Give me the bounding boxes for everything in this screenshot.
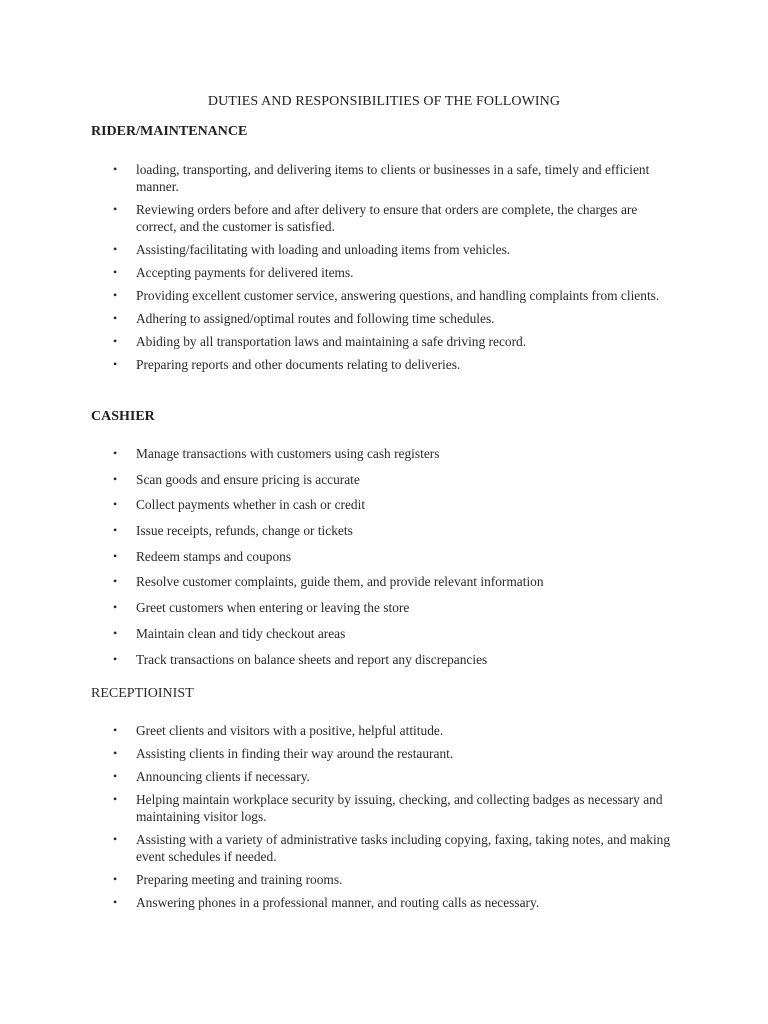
bullet-icon: • (113, 792, 118, 806)
list-item (0, 471, 768, 488)
list-item-text: Helping maintain workplace security by issuing, checking, and collecting badges as necessary and maintaining visitor logs. (136, 792, 663, 824)
bullet-icon: • (113, 202, 118, 216)
list-item-text: Preparing reports and other documents relating to deliveries. (136, 357, 461, 372)
list-item-text: Maintain clean and tidy checkout areas (136, 625, 346, 641)
bullet-icon: • (113, 769, 118, 783)
bullet-icon: • (113, 651, 118, 666)
list-item (0, 522, 768, 539)
document-title: DUTIES AND RESPONSIBILITIES OF THE FOLLOWING (207, 94, 561, 109)
list-item (0, 768, 768, 785)
list-item (0, 356, 768, 373)
bullet-icon: • (113, 446, 118, 460)
list-item-text: Scan goods and ensure pricing is accurate (136, 471, 360, 487)
list-item-text: Collect payments whether in cash or credit (136, 497, 366, 513)
cashier-duties-list (0, 445, 768, 676)
list-item (0, 625, 768, 642)
list-item (0, 871, 768, 888)
list-item-text: loading, transporting, and delivering items to clients or businesses in a safe, timely and efficient manner. (136, 162, 650, 194)
list-item-text: Preparing meeting and training rooms. (136, 872, 343, 887)
bullet-icon: • (113, 288, 118, 302)
list-item-text: Manage transactions with customers using cash registers (136, 446, 440, 461)
list-item-text: Abiding by all transportation laws and maintaining a safe driving record. (136, 334, 527, 349)
list-item-text: Track transactions on balance sheets and report any discrepancies (136, 651, 488, 667)
list-item (0, 333, 768, 350)
rider-duties-list (0, 161, 768, 379)
list-item (0, 161, 768, 195)
list-item (0, 651, 768, 668)
bullet-icon: • (113, 497, 118, 512)
list-item (0, 287, 768, 304)
list-item (0, 745, 768, 762)
list-item-text: Adhering to assigned/optimal routes and following time schedules. (136, 311, 495, 326)
bullet-icon: • (113, 574, 118, 589)
list-item (0, 201, 768, 235)
list-item (0, 894, 768, 911)
list-item (0, 791, 768, 825)
list-item (0, 599, 768, 616)
list-item (0, 264, 768, 281)
list-item-text: Assisting/facilitating with loading and unloading items from vehicles. (136, 242, 511, 257)
bullet-icon: • (113, 242, 118, 256)
bullet-icon: • (113, 162, 118, 176)
list-item-text: Resolve customer complaints, guide them, and provide relevant information (136, 574, 544, 590)
list-item (0, 722, 768, 739)
bullet-icon: • (113, 832, 118, 846)
list-item-text: Greet customers when entering or leaving the store (136, 600, 410, 616)
section-heading-rider: RIDER/MAINTENANCE (91, 124, 248, 139)
list-item-text: Providing excellent customer service, answering questions, and handling complaints from clients. (136, 288, 660, 303)
bullet-icon: • (113, 311, 118, 325)
bullet-icon: • (113, 746, 118, 760)
bullet-icon: • (113, 600, 118, 615)
bullet-icon: • (113, 548, 118, 563)
bullet-icon: • (113, 625, 118, 640)
bullet-icon: • (113, 723, 118, 737)
receptionist-duties-list (0, 722, 768, 917)
list-item-text: Accepting payments for delivered items. (136, 265, 354, 280)
list-item-text: Greet clients and visitors with a positive, helpful attitude. (136, 723, 444, 738)
list-item-text: Reviewing orders before and after delivery to ensure that orders are complete, the charges are correct, and the customer is satisfied. (136, 202, 638, 234)
bullet-icon: • (113, 523, 118, 538)
bullet-icon: • (113, 895, 118, 909)
section-heading-cashier: CASHIER (91, 409, 155, 424)
bullet-icon: • (113, 471, 118, 486)
list-item (0, 548, 768, 565)
list-item-text: Answering phones in a professional manner, and routing calls as necessary. (136, 895, 540, 910)
list-item-text: Announcing clients if necessary. (136, 769, 310, 784)
bullet-icon: • (113, 265, 118, 279)
list-item-text: Issue receipts, refunds, change or tickets (136, 523, 353, 539)
list-item (0, 310, 768, 327)
bullet-icon: • (113, 357, 118, 371)
bullet-icon: • (113, 334, 118, 348)
list-item (0, 241, 768, 258)
list-item-text: Redeem stamps and coupons (136, 548, 292, 564)
list-item (0, 573, 768, 590)
bullet-icon: • (113, 872, 118, 886)
list-item (0, 445, 768, 462)
list-item-text: Assisting clients in finding their way around the restaurant. (136, 746, 454, 761)
list-item (0, 831, 768, 865)
section-heading-receptionist: RECEPTIOINIST (91, 686, 194, 701)
list-item (0, 496, 768, 513)
list-item-text: Assisting with a variety of administrative tasks including copying, faxing, taking notes, and making event schedules if needed. (136, 832, 671, 864)
